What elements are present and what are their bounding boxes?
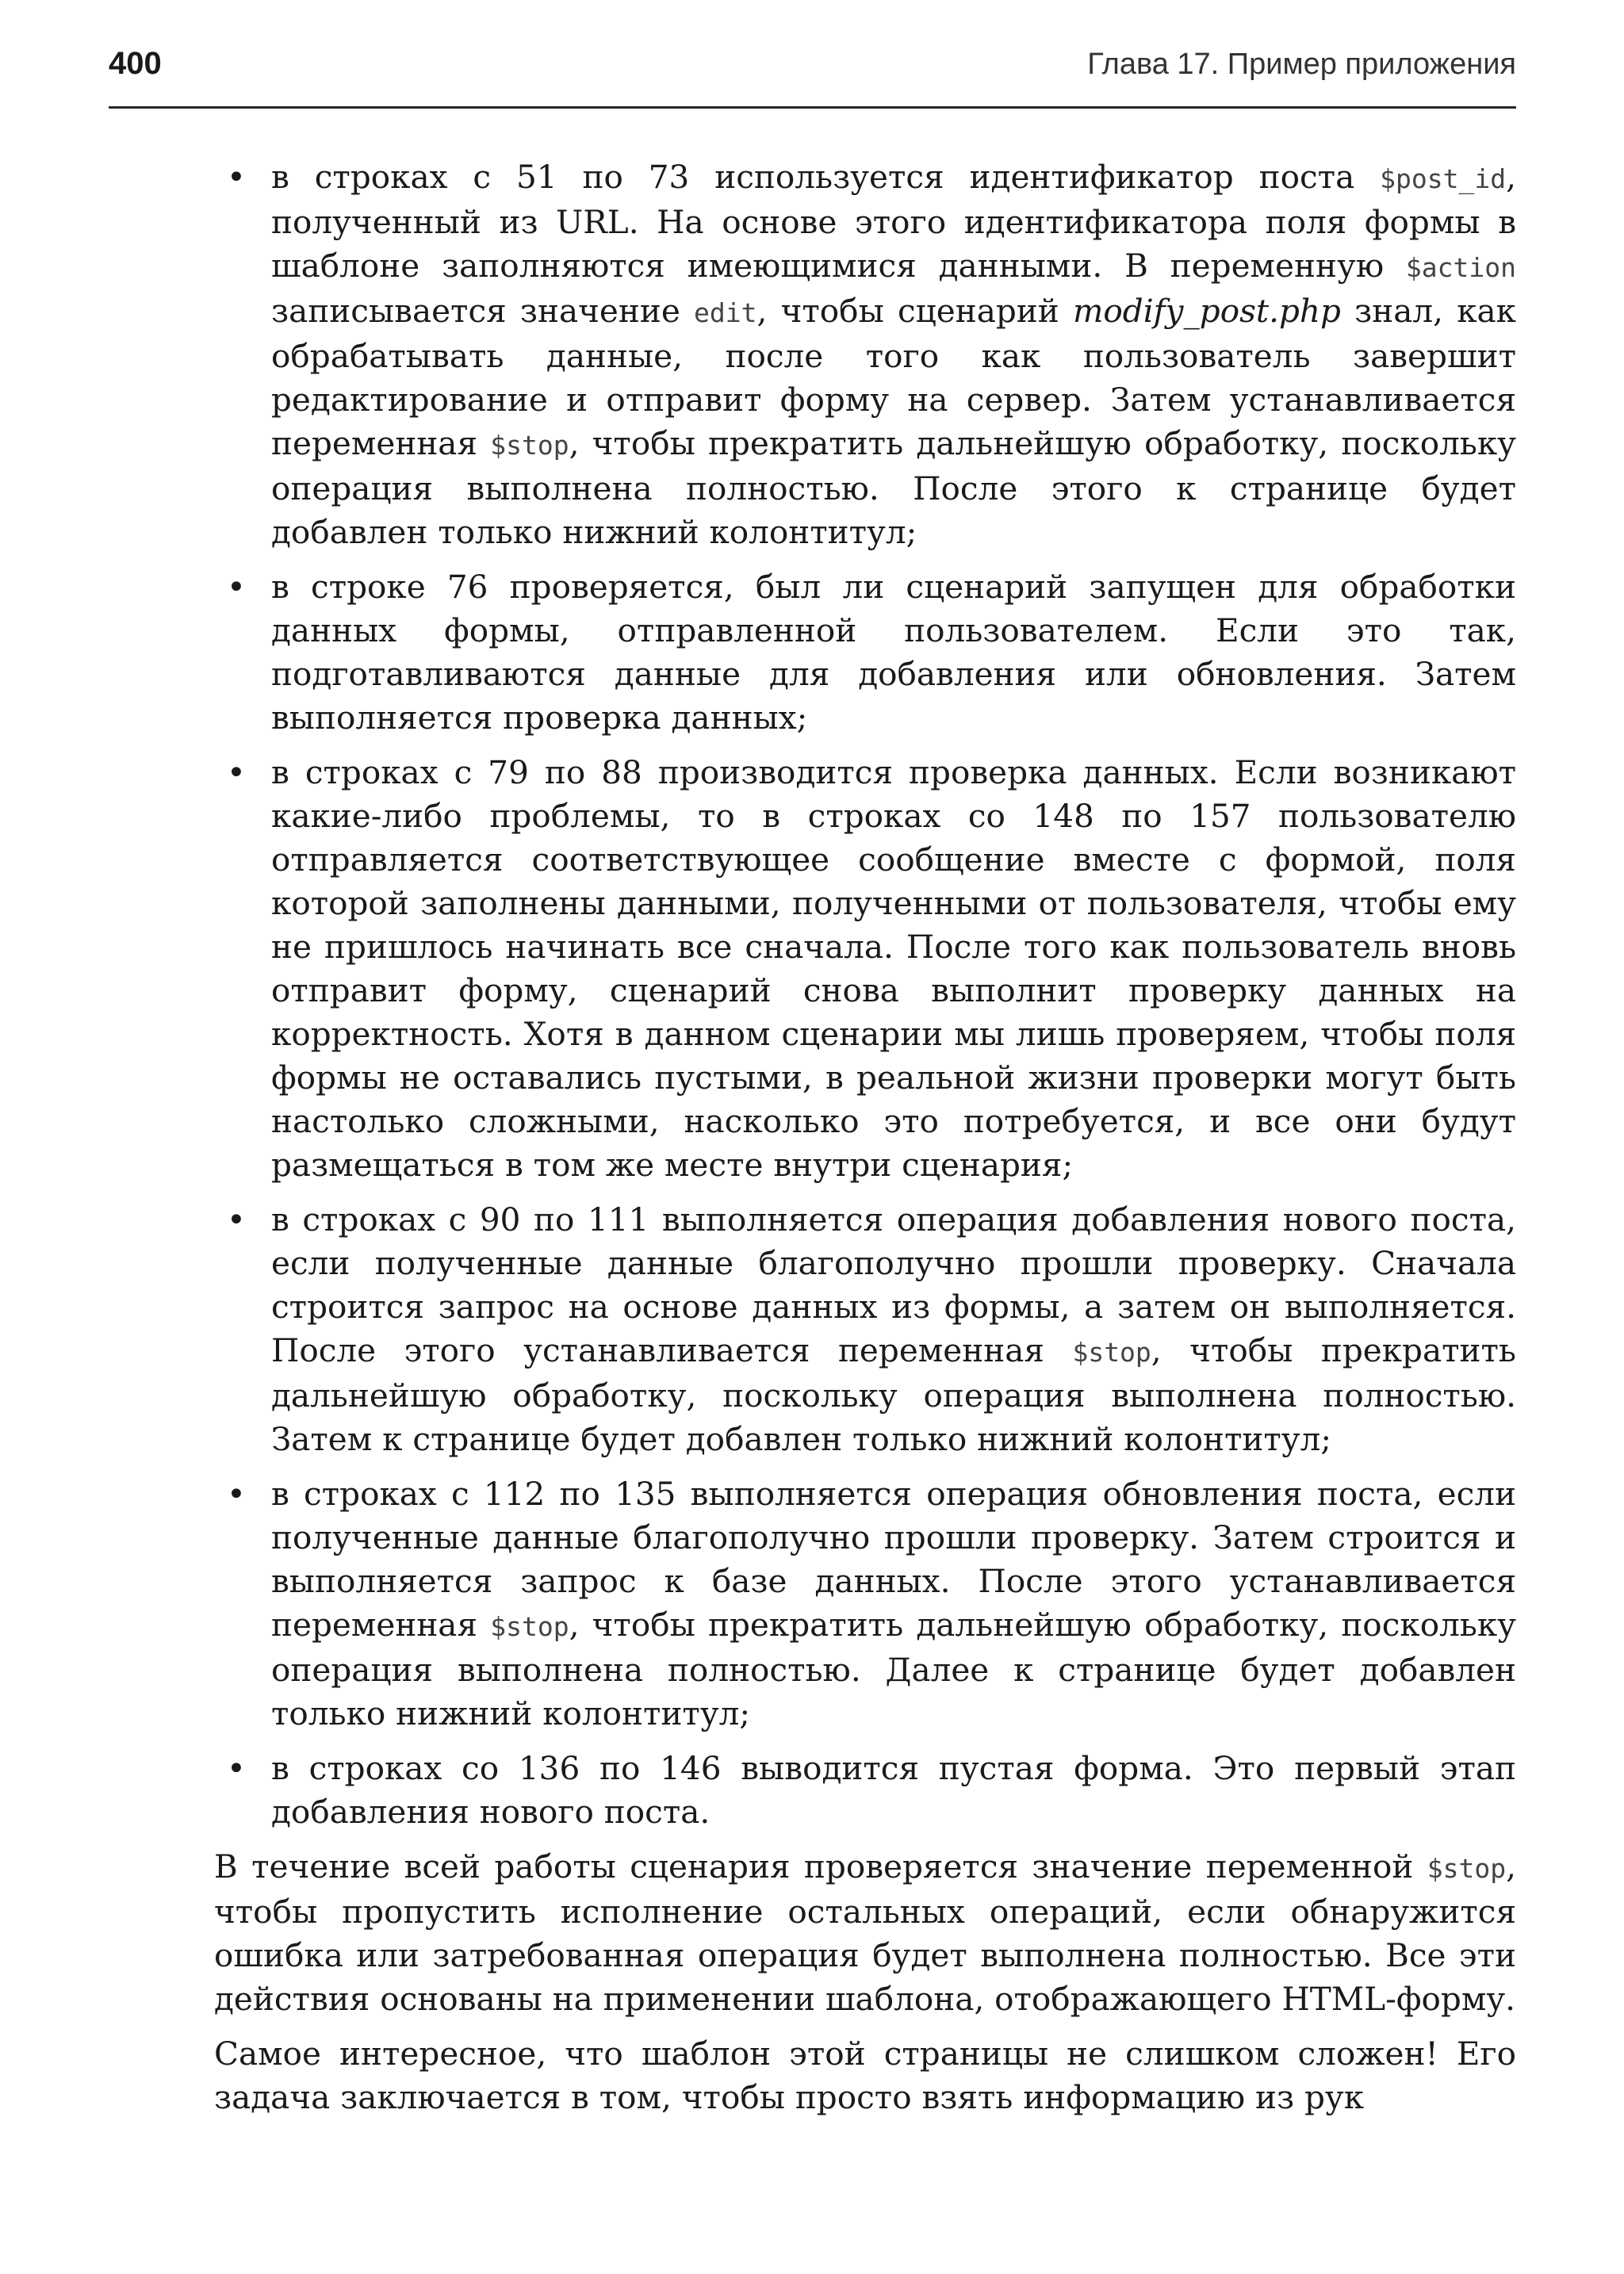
- text-run: в строках с 90 по 111 выполняется операция добавления нового поста, если полученные данные благополучно прошли проверку. Сначала строится запрос на основе данных из формы, а затем он выполняется. После этого устанавливается переменная: [271, 1200, 1516, 1369]
- list-item-text: [271, 1200, 1516, 1458]
- inline-code: $stop: [1427, 1853, 1507, 1884]
- inline-code: $stop: [1072, 1337, 1151, 1368]
- list-item-text: [271, 1475, 1516, 1732]
- text-run: , полученный из URL. На основе этого идентификатора поля формы в шаблоне заполняются имеющимися данными. В переменную: [271, 158, 1516, 285]
- text-run: в строках с 79 по 88 производится проверка данных. Если возникают какие-либо проблемы, то в строках со 148 по 157 пользователю отправляется соответствующее сообщение вместе с формой, поля которой заполнены данными, полученными от пользователя, чтобы ему не пришлось начинать все сначала. После того как пользователь вновь отправит форму, сценарий снова выполнит проверку данных на корректность. Хотя в данном сценарии мы лишь проверяем, чтобы поля формы не оставались пустыми, в реальной жизни проверки могут быть настолько сложными, насколько это потребуется, и все они будут размещаться в том же месте внутри сценария;: [271, 753, 1516, 1184]
- list-item-text: [271, 753, 1516, 1184]
- page-body: [214, 155, 1516, 2130]
- bullet-icon: •: [227, 1749, 246, 1787]
- text-run: в строке 76 проверяется, был ли сценарий запущен для обработки данных формы, отправленной пользователем. Если это так, подготавливаются данные для добавления или обновления. Затем выполняется проверка данных;: [271, 568, 1516, 737]
- list-item-text: [271, 568, 1516, 737]
- header-divider: [109, 106, 1516, 109]
- list-item-text: [271, 1749, 1516, 1831]
- list-item: [227, 1198, 1516, 1461]
- list-item: [227, 565, 1516, 740]
- bullet-icon: •: [227, 1475, 246, 1513]
- text-run: знал, как обрабатывать данные, после того как пользователь завершит редактирование и отправит форму на сервер. Затем устанавливается переменная: [271, 292, 1516, 462]
- text-run: , чтобы сценарий: [756, 292, 1073, 330]
- text-run: , чтобы прекратить дальнейшую обработку, поскольку операция выполнена полностью. Далее к странице будет добавлен только нижний колонтитул;: [271, 1606, 1516, 1732]
- bullet-icon: •: [227, 1200, 246, 1238]
- bullet-icon: •: [227, 568, 246, 606]
- text-run: в строках с 51 по 73 используется идентификатор поста: [271, 158, 1381, 196]
- body-paragraph: [214, 2032, 1516, 2119]
- inline-code: $stop: [490, 1611, 569, 1642]
- list-item: [227, 751, 1516, 1187]
- page-number: 400: [109, 46, 162, 81]
- text-run: Самое интересное, что шаблон этой страницы не слишком сложен! Его задача заключается в том, чтобы просто взять информацию из рук: [214, 2035, 1516, 2116]
- inline-code: $action: [1405, 252, 1516, 283]
- text-run: , чтобы пропустить исполнение остальных операций, если обнаружится ошибка или затребованная операция будет выполнена полностью. Все эти действия основаны на применении шаблона, отображающего HTML-форму.: [214, 1847, 1516, 2018]
- list-item-text: [271, 158, 1516, 551]
- file-name: modify_post.php: [1072, 292, 1341, 330]
- text-run: , чтобы прекратить дальнейшую обработку, поскольку операция выполнена полностью. Затем к странице будет добавлен только нижний колонтитул;: [271, 1331, 1516, 1458]
- inline-code: $stop: [490, 430, 569, 461]
- text-run: В течение всей работы сценария проверяется значение переменной: [214, 1847, 1427, 1885]
- body-paragraph: [214, 1845, 1516, 2021]
- running-header: [109, 46, 1516, 94]
- text-run: , чтобы прекратить дальнейшую обработку, поскольку операция выполнена полностью. После этого к странице будет добавлен только нижний колонтитул;: [271, 424, 1516, 551]
- inline-code: edit: [694, 297, 757, 328]
- text-run: в строках со 136 по 146 выводится пустая форма. Это первый этап добавления нового поста.: [271, 1749, 1516, 1831]
- text-run: записывается значение: [271, 292, 695, 330]
- list-item: [227, 1747, 1516, 1834]
- inline-code: $post_id: [1380, 163, 1507, 194]
- bullet-icon: •: [227, 753, 246, 791]
- bullet-list: [214, 155, 1516, 1834]
- bullet-icon: •: [227, 158, 246, 196]
- text-run: в строках с 112 по 135 выполняется операция обновления поста, если полученные данные благополучно прошли проверку. Затем строится и выполняется запрос к базе данных. После этого устанавливается переменная: [271, 1475, 1516, 1644]
- list-item: [227, 1472, 1516, 1736]
- list-item: [227, 155, 1516, 554]
- chapter-title: Глава 17. Пример приложения: [1087, 48, 1516, 81]
